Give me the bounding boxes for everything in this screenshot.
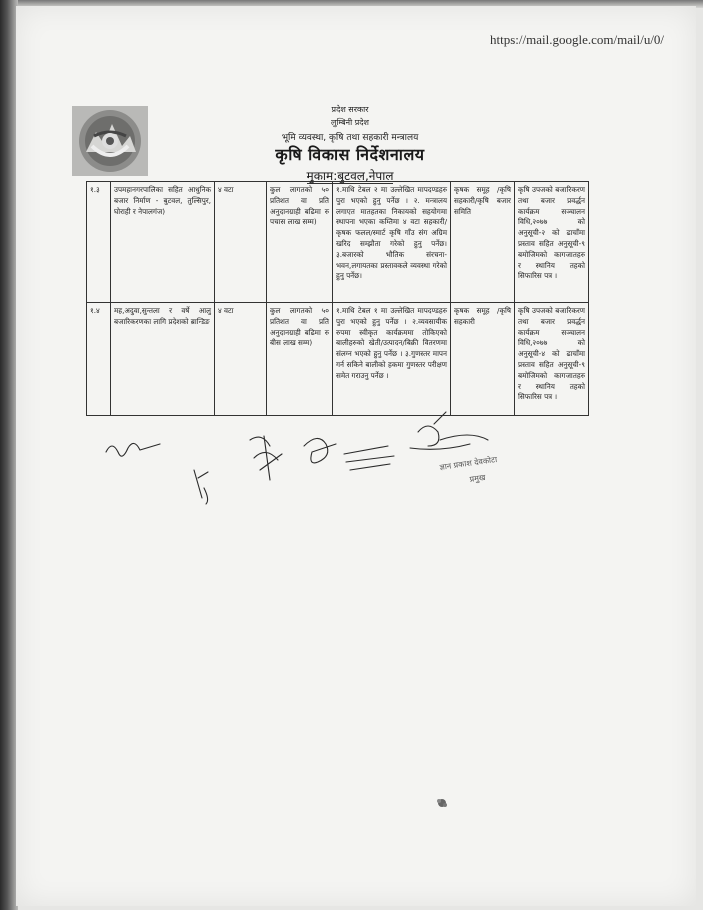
row-quantity: ४ वटा <box>215 182 267 303</box>
row-project: मह,अदुवा,सुन्तला र वर्षे आलु बजारिकरणका लागि प्रदेशको ब्रान्डिङ <box>111 303 215 416</box>
table-row <box>87 303 589 416</box>
letterhead-government: प्रदेश सरकार <box>331 105 369 114</box>
table-row <box>87 182 589 303</box>
row-serial: १.४ <box>87 303 111 416</box>
row-project: उपमहानगरपालिका सहित आधुनिक बजार निर्माण - बुटवल, तुल्सिपुर, घोराही र नेपालगंज) <box>111 182 215 303</box>
program-table <box>86 181 589 416</box>
row-process: कृषि उपजको बजारिकरण तथा बजार प्रवर्द्धन कार्यक्रम सञ्चालन विधि,२०७७ को अनुसूची-२ को ढाचाँमा प्रस्ताव सहित अनुसूची-९ बमोजिमको कागजातहरु र स्थानिय तहको सिफारिस पत्र । <box>515 182 589 303</box>
row-quantity: ४ वटा <box>215 303 267 416</box>
letterhead-directorate: कृषि विकास निर्देशनालय <box>275 145 425 164</box>
letterhead-ministry: भूमि व्यवस्था, कृषि तथा सहकारी मन्त्रालय <box>281 133 419 143</box>
letterhead-location: मुकाम:बुटवल,नेपाल <box>306 169 394 183</box>
stamp-title: प्रमुख <box>469 472 487 484</box>
row-eligible: कृषक समूह /कृषि सहकारी <box>451 303 515 416</box>
row-conditions: १.माथि टेबल १ मा उल्लेखित मापदण्डहरु पुरा भएको हुनु पर्नेछ । २.व्यवसायीक रुपमा स्वीकृत कार्यक्रममा तोकिएको बालीहरुको खेती/उत्पादन/बिक्री वितरणमा संलग्न भएको हुनु पर्नेछ । ३.गुणस्तर मापन गर्न सकिने बालीको हकमा गुणस्तर परीक्षण समेत गराउनु पर्नेछ । <box>333 303 451 416</box>
print-url: https://mail.google.com/mail/u/0/ <box>490 32 665 47</box>
row-conditions: १.माथि टेबल २ मा उल्लेखित मापदण्डहरु पुरा भएको हुनु पर्नेछ । २. मन्त्रालय लगाएत मातहतका निकायको सहयोगमा स्थापना भएका कम्तिमा ४ वटा सहकारी/कृषक फलल/स्मार्ट कृषि गाँउ संग अग्रिम खरिद सम्झौता गरेको हुनु पर्नेछ। ३.बजारको भौतिक संरचना-भवन,लगायतका प्रस्तावकले व्यवस्था गरेको हुनु पर्नेछ। <box>333 182 451 303</box>
row-serial: १.३ <box>87 182 111 303</box>
row-investment: कुल लागतको ५० प्रतिशत वा प्रति अनुदानग्राही बढिमा रु पचास लाख सम्म) <box>267 182 333 303</box>
row-eligible: कृषक समूह /कृषि सहकारी/कृषि बजार समिति <box>451 182 515 303</box>
letterhead-province: लुम्बिनी प्रदेश <box>331 118 369 127</box>
scan-speck-icon <box>435 796 449 810</box>
nepal-emblem-icon <box>72 106 148 176</box>
row-process: कृषि उपजको बजारिकरण तथा बजार प्रवर्द्धन कार्यक्रम सञ्चालन विधि,२०७७ को अनुसूची-४ को ढाचाँमा प्रस्ताव सहित अनुसूची-९ बमोजिमको कागजातहरु र स्थानिय तहको सिफारिस पत्र । <box>515 303 589 416</box>
row-investment: कुल लागतको ५० प्रतिशत वा प्रति अनुदानग्राही बढिमा रु बीस लाख सम्म) <box>267 303 333 416</box>
stamp-name: ज्ञान प्रकाश देवकोटा <box>439 455 498 472</box>
